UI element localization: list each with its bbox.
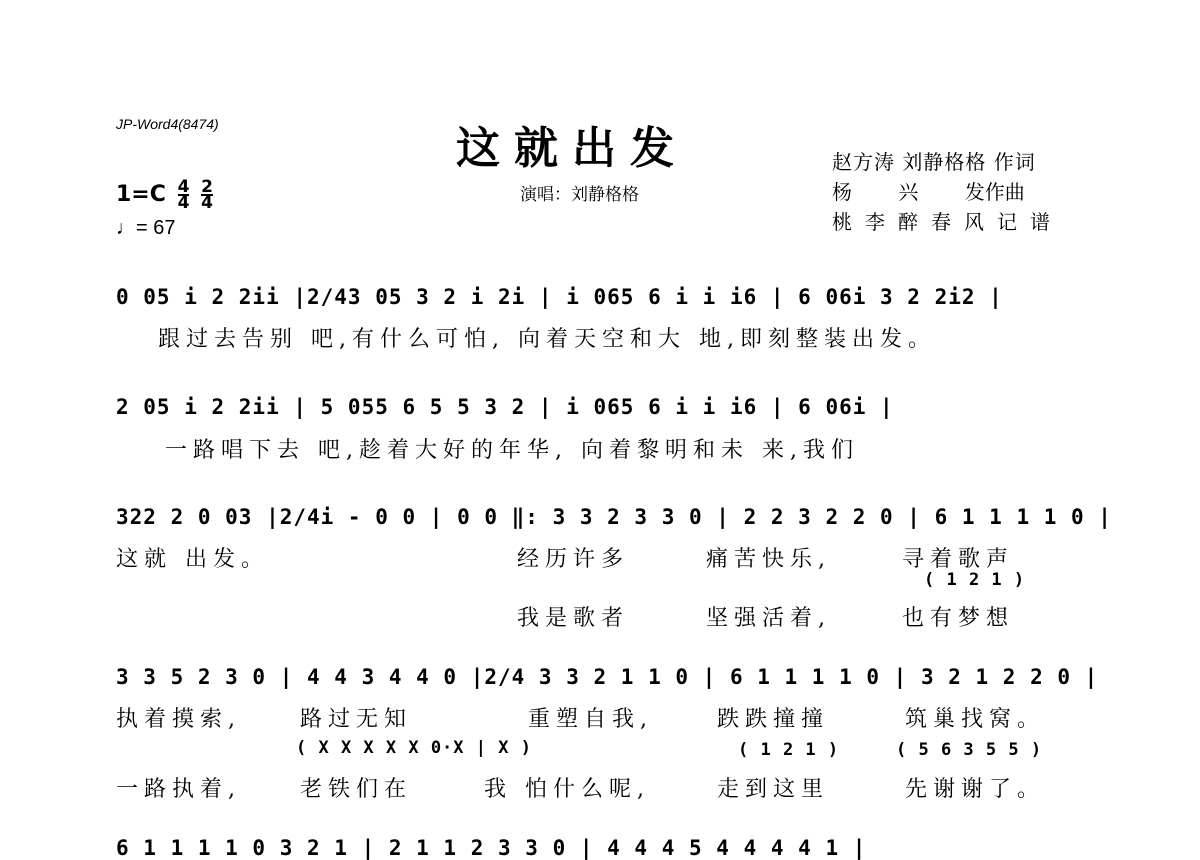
transcriber-credit: 桃李醉春风记谱 (832, 210, 1063, 234)
lyric-line-4b: 路过无知 (300, 707, 413, 732)
notation-line-4: 3 3 5 2 3 0 | 4 4 3 4 4 0 |2/4 3 3 2 1 1 0 | 6 1 1 1 1 0 | 3 2 1 2 2 0 | (116, 665, 1099, 689)
alt-notation-3: ( 1 2 1 ) (924, 570, 1026, 590)
song-title: 这就出发 (456, 123, 688, 174)
alt-lyric-4e: 先谢谢了。 (905, 777, 1046, 802)
notation-line-1: 0 05 i 2 2ii |2/43 05 3 2 i 2i | i 065 6 i i i6 | 6 06i 3 2 2i2 | (116, 285, 1003, 309)
key-label: 1=C (116, 182, 166, 207)
time-signature-2: $\frac{2}{4}$ (201, 177, 213, 213)
lyric-line-2: 一路唱下去 吧,趁着大好的年华, 向着黎明和未 来,我们 (165, 438, 859, 463)
lyric-line-4c: 重塑自我, (528, 707, 653, 732)
lyric-line-3b: 经历许多 (517, 547, 630, 572)
key-signature (116, 177, 213, 213)
alt-lyric-3b: 坚强活着, (706, 606, 831, 631)
lyric-line-4e: 筑巢找窝。 (905, 707, 1046, 732)
alt-lyric-4b: 老铁们在 (300, 777, 413, 802)
composer-credit: 杨 兴 发作曲 (832, 180, 1025, 204)
lyric-line-4d: 跌跌撞撞 (717, 707, 830, 732)
alt-lyric-3a: 我是歌者 (517, 606, 630, 631)
tempo-marking: ♩= 67 (116, 217, 176, 239)
alt-lyric-4d: 走到这里 (717, 777, 830, 802)
notation-line-3: 322 2 0 03 |2/4i - 0 0 | 0 0 ‖: 3 3 2 3 3 0 | 2 2 3 2 2 0 | 6 1 1 1 1 0 | (116, 505, 1112, 529)
alt-lyric-4c: 我 怕什么呢, (484, 777, 650, 802)
lyricist-credit: 赵方涛 刘静格格 作词 (832, 150, 1036, 174)
alt-lyric-4a: 一路执着, (116, 777, 241, 802)
notation-line-2: 2 05 i 2 2ii | 5 055 6 5 5 3 2 | i 065 6 i i i6 | 6 06i | (116, 395, 894, 419)
lyric-line-1: 跟过去告别 吧,有什么可怕, 向着天空和大 地,即刻整装出发。 (158, 327, 936, 352)
alt-notation-4b: ( 1 2 1 ) (738, 740, 840, 760)
time-signature-1: $\frac{4}{4}$ (177, 177, 190, 213)
lyric-line-4a: 执着摸索, (116, 707, 241, 732)
software-label: JP-Word4(8474) (116, 116, 219, 132)
notation-line-5: 6 1 1 1 1 0 3 2 1 | 2 1 1 2 3 3 0 | 4 4 4 5 4 4 4 4 1 | (116, 836, 867, 860)
alt-notation-4c: ( 5 6 3 5 5 ) (896, 740, 1043, 760)
singer-credit: 演唱：刘静格格 (520, 185, 639, 205)
lyric-line-3c: 痛苦快乐, (706, 547, 831, 572)
alt-lyric-3c: 也有梦想 (902, 606, 1015, 631)
alt-notation-4a: ( X X X X X 0·X | X ) (296, 738, 532, 758)
lyric-line-3a: 这就 出发。 (116, 547, 269, 572)
lyric-line-3d: 寻着歌声 (902, 547, 1015, 572)
